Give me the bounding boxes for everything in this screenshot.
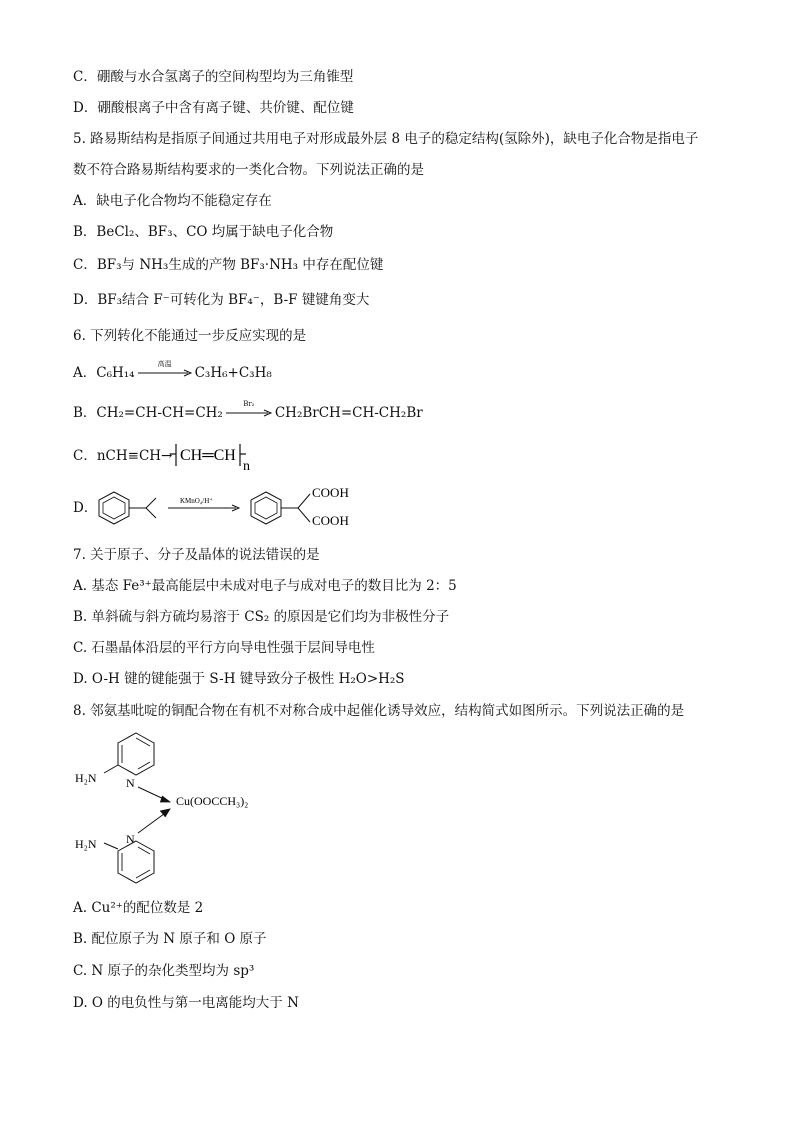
q6-b-label: B． xyxy=(73,405,97,421)
q6-stem: 6. 下列转化不能通过一步反应实现的是 xyxy=(73,328,307,344)
q8-copper-acetate: Cu(OOCCH₃)₂ xyxy=(176,794,249,808)
q6-b-arrow xyxy=(226,399,272,423)
q8-pyridine-n-bottom: N xyxy=(126,832,135,846)
q6-c-polymer-unit: CH═CH xyxy=(180,447,236,464)
q5-stem-line1: 5. 路易斯结构是指原子间通过共用电子对形成最外层 8 电子的稳定结构(氢除外)，缺电子化合物是指电子 xyxy=(73,131,699,147)
q5-option-c: C．BF₃与 NH₃生成的产物 BF₃·NH₃ 中存在配位键 xyxy=(73,257,384,273)
q5-option-a: A．缺电子化合物均不能稳定存在 xyxy=(73,193,272,209)
q7-option-b: B. 单斜硫与斜方硫均易溶于 CS₂ 的原因是它们均为非极性分子 xyxy=(73,609,450,625)
q5-option-d: D．BF₃结合 F⁻可转化为 BF₄⁻，B-F 键键角变大 xyxy=(73,292,370,308)
q6-a-reactant: C₆H₁₄ xyxy=(96,365,135,381)
q6-d-reaction-scheme xyxy=(88,478,368,538)
q6-d-cooh-top: COOH xyxy=(312,485,349,500)
q8-option-c: C. N 原子的杂化类型均为 sp³ xyxy=(73,963,255,979)
q6-option-d-label: D． xyxy=(73,500,98,516)
q7-stem: 7. 关于原子、分子及晶体的说法错误的是 xyxy=(73,547,320,563)
q6-b-reactant: CH₂=CH-CH=CH₂ xyxy=(96,405,223,421)
q7-option-d: D. O-H 键的键能强于 S-H 键导致分子极性 H₂O>H₂S xyxy=(73,671,405,687)
q8-option-a: A. Cu²⁺的配位数是 2 xyxy=(73,900,204,916)
q6-a-arrow xyxy=(138,359,192,383)
q6-option-b xyxy=(73,399,423,423)
q4-option-d: D．硼酸根离子中含有离子键、共价键、配位键 xyxy=(73,100,354,116)
q6-b-product: CH₂BrCH=CH-CH₂Br xyxy=(274,405,423,421)
q6-option-c xyxy=(73,447,172,465)
q5-stem-line2: 数不符合路易斯结构要求的一类化合物。下列说法正确的是 xyxy=(73,162,424,178)
q8-amino-top: H₂N xyxy=(75,771,97,785)
q6-c-subscript-n: n xyxy=(243,459,250,474)
q7-option-c: C. 石墨晶体沿层的平行方向导电性强于层间导电性 xyxy=(73,640,375,656)
q6-a-label: A． xyxy=(73,365,97,381)
q6-a-product: C₃H₆+C₃H₈ xyxy=(194,365,272,381)
q7-option-a: A. 基态 Fe³⁺最高能层中未成对电子与成对电子的数目比为 2：5 xyxy=(73,578,457,594)
q8-option-d: D. O 的电负性与第一电离能均大于 N xyxy=(73,995,299,1011)
coordinate-bond-arrow-icon xyxy=(160,796,170,802)
q8-option-b: B. 配位原子为 N 原子和 O 原子 xyxy=(73,931,267,947)
q4-option-c: C．硼酸与水合氢离子的空间构型均为三角锥型 xyxy=(73,69,354,85)
pyridine-ring-icon xyxy=(118,841,154,883)
pyridine-ring-icon xyxy=(118,733,154,775)
q6-c-label: C． xyxy=(73,448,97,464)
q8-amino-bottom: H₂N xyxy=(75,837,97,851)
q8-copper-complex-structure xyxy=(70,725,300,895)
q5-option-b: B．BeCl₂、BF₃、CO 均属于缺电子化合物 xyxy=(73,224,334,240)
q6-a-condition: 高温 xyxy=(157,359,172,368)
q6-d-condition: KMnO₄/H⁺ xyxy=(180,497,213,505)
q8-pyridine-n-top: N xyxy=(126,776,135,790)
q6-d-cooh-bottom: COOH xyxy=(312,513,349,528)
q6-b-condition: Br₂ xyxy=(243,399,255,408)
q6-c-reactant: nCH≡CH→ xyxy=(96,448,173,464)
q6-option-a xyxy=(73,359,272,383)
q8-stem: 8. 邻氨基吡啶的铜配合物在有机不对称合成中起催化诱导效应，结构简式如图所示。下列说法正确的是 xyxy=(73,703,685,719)
polyacetylene-structure xyxy=(168,436,268,476)
